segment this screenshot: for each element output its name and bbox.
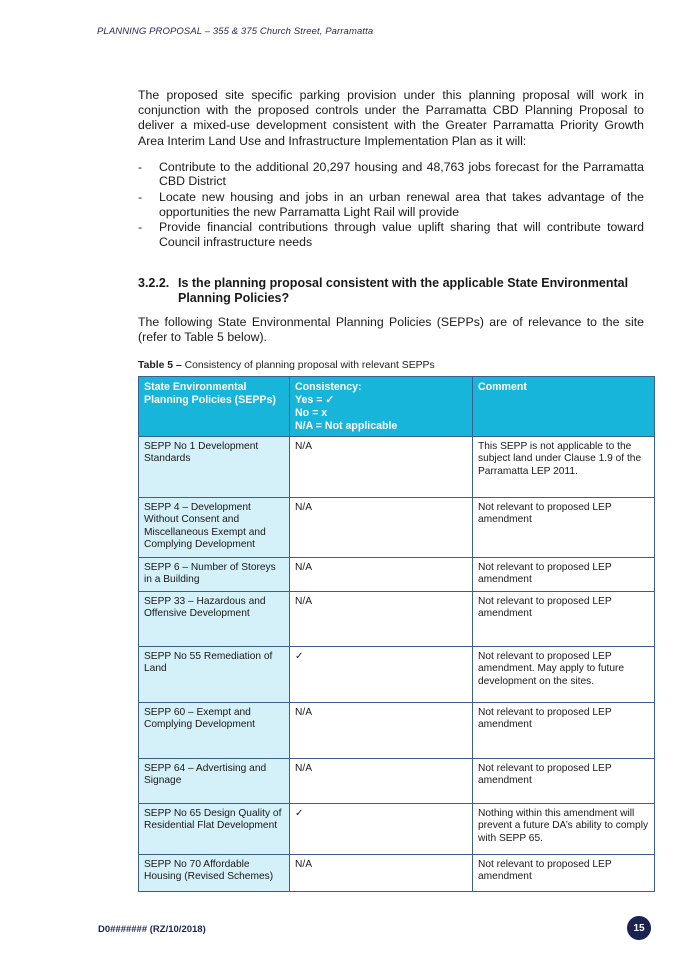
policy-cell: SEPP 64 – Advertising and Signage xyxy=(139,759,290,804)
policy-cell: SEPP 33 – Hazardous and Offensive Development xyxy=(139,592,290,647)
page-header: PLANNING PROPOSAL – 355 & 375 Church Street, Parramatta xyxy=(97,26,374,37)
list-item xyxy=(138,160,644,189)
list-item xyxy=(138,220,644,249)
policy-cell: SEPP 60 – Exempt and Complying Development xyxy=(139,703,290,759)
consistency-cell: N/A xyxy=(290,855,473,892)
policy-cell: SEPP No 1 Development Standards xyxy=(139,437,290,498)
consistency-cell: N/A xyxy=(290,498,473,558)
comment-cell: Not relevant to proposed LEP amendment xyxy=(473,703,655,759)
consistency-legend-line: No = x xyxy=(295,407,328,420)
consistency-legend-line: Yes = ✓ xyxy=(295,394,335,407)
table-row xyxy=(139,498,655,558)
table-row xyxy=(139,437,655,498)
table-row xyxy=(139,759,655,804)
bullet-marker: - xyxy=(138,159,143,174)
table-header-row xyxy=(139,377,655,437)
list-item xyxy=(138,190,644,219)
document-reference: D0####### (RZ/10/2018) xyxy=(98,924,206,935)
header-comment: Comment xyxy=(473,377,655,437)
table-caption-text: Consistency of planning proposal with relevant SEPPs xyxy=(184,360,435,372)
policy-cell: SEPP No 55 Remediation of Land xyxy=(139,647,290,703)
comment-cell: Not relevant to proposed LEP amendment xyxy=(473,855,655,892)
section-heading xyxy=(138,276,644,306)
bullet-marker: - xyxy=(138,190,143,204)
intro-paragraph: The proposed site specific parking provision under this planning proposal will work in conjunction with the proposed controls under the Parramatta CBD Planning Proposal to deliver a mixed-use development consistent with the Greater Parramatta Priority Growth Area Interim Land Use and Infrastructure Implementation Plan as it will: xyxy=(138,88,644,148)
comment-cell: Not relevant to proposed LEP amendment xyxy=(473,498,655,558)
consistency-legend-line: N/A = Not applicable xyxy=(295,420,398,433)
header-consistency xyxy=(290,377,473,437)
policy-cell: SEPP No 65 Design Quality of Residential Flat Development xyxy=(139,804,290,855)
policy-cell: SEPP 4 – Development Without Consent and Miscellaneous Exempt and Complying Development xyxy=(139,498,290,558)
page-number-badge: 15 xyxy=(627,916,651,940)
table-row xyxy=(139,647,655,703)
table-row xyxy=(139,592,655,647)
consistency-cell: ✓ xyxy=(290,647,473,703)
section-paragraph: The following State Environmental Planning Policies (SEPPs) are of relevance to the site (refer to Table 5 below). xyxy=(138,314,644,345)
comment-cell: Nothing within this amendment will prevent a future DA’s ability to comply with SEPP 65. xyxy=(473,804,655,855)
section-number: 3.2.2. xyxy=(138,276,170,291)
sepp-table xyxy=(138,376,655,892)
table-row xyxy=(139,703,655,759)
table-row xyxy=(139,558,655,592)
bullet-list xyxy=(138,160,644,250)
main-content xyxy=(138,88,649,892)
list-item-text: Contribute to the additional 20,297 housing and 48,763 jobs forecast for the Parramatta CBD District xyxy=(159,159,644,189)
table-row xyxy=(139,855,655,892)
comment-cell: This SEPP is not applicable to the subject land under Clause 1.9 of the Parramatta LEP 2011. xyxy=(473,437,655,498)
consistency-cell: N/A xyxy=(290,703,473,759)
section-title: Is the planning proposal consistent with the applicable State Environmental Planning Policies? xyxy=(178,276,629,306)
consistency-legend-line: Consistency: xyxy=(295,381,362,394)
table-row xyxy=(139,804,655,855)
list-item-text: Locate new housing and jobs in an urban renewal area that takes advantage of the opportunities the new Parramatta Light Rail will provide xyxy=(159,190,644,219)
policy-cell: SEPP 6 – Number of Storeys in a Building xyxy=(139,558,290,592)
header-sepp: State Environmental Planning Policies (SEPPs) xyxy=(139,377,290,437)
consistency-cell: N/A xyxy=(290,592,473,647)
bullet-marker: - xyxy=(138,220,143,235)
comment-cell: Not relevant to proposed LEP amendment. May apply to future development on the sites. xyxy=(473,647,655,703)
comment-cell: Not relevant to proposed LEP amendment xyxy=(473,558,655,592)
comment-cell: Not relevant to proposed LEP amendment xyxy=(473,759,655,804)
table-caption-label: Table 5 – xyxy=(138,360,182,372)
consistency-cell: ✓ xyxy=(290,804,473,855)
comment-cell: Not relevant to proposed LEP amendment xyxy=(473,592,655,647)
list-item-text: Provide financial contributions through value uplift sharing that will contribute toward Council infrastructure needs xyxy=(159,220,644,249)
consistency-cell: N/A xyxy=(290,437,473,498)
table-caption xyxy=(138,360,644,371)
consistency-cell: N/A xyxy=(290,558,473,592)
consistency-cell: N/A xyxy=(290,759,473,804)
policy-cell: SEPP No 70 Affordable Housing (Revised Schemes) xyxy=(139,855,290,892)
